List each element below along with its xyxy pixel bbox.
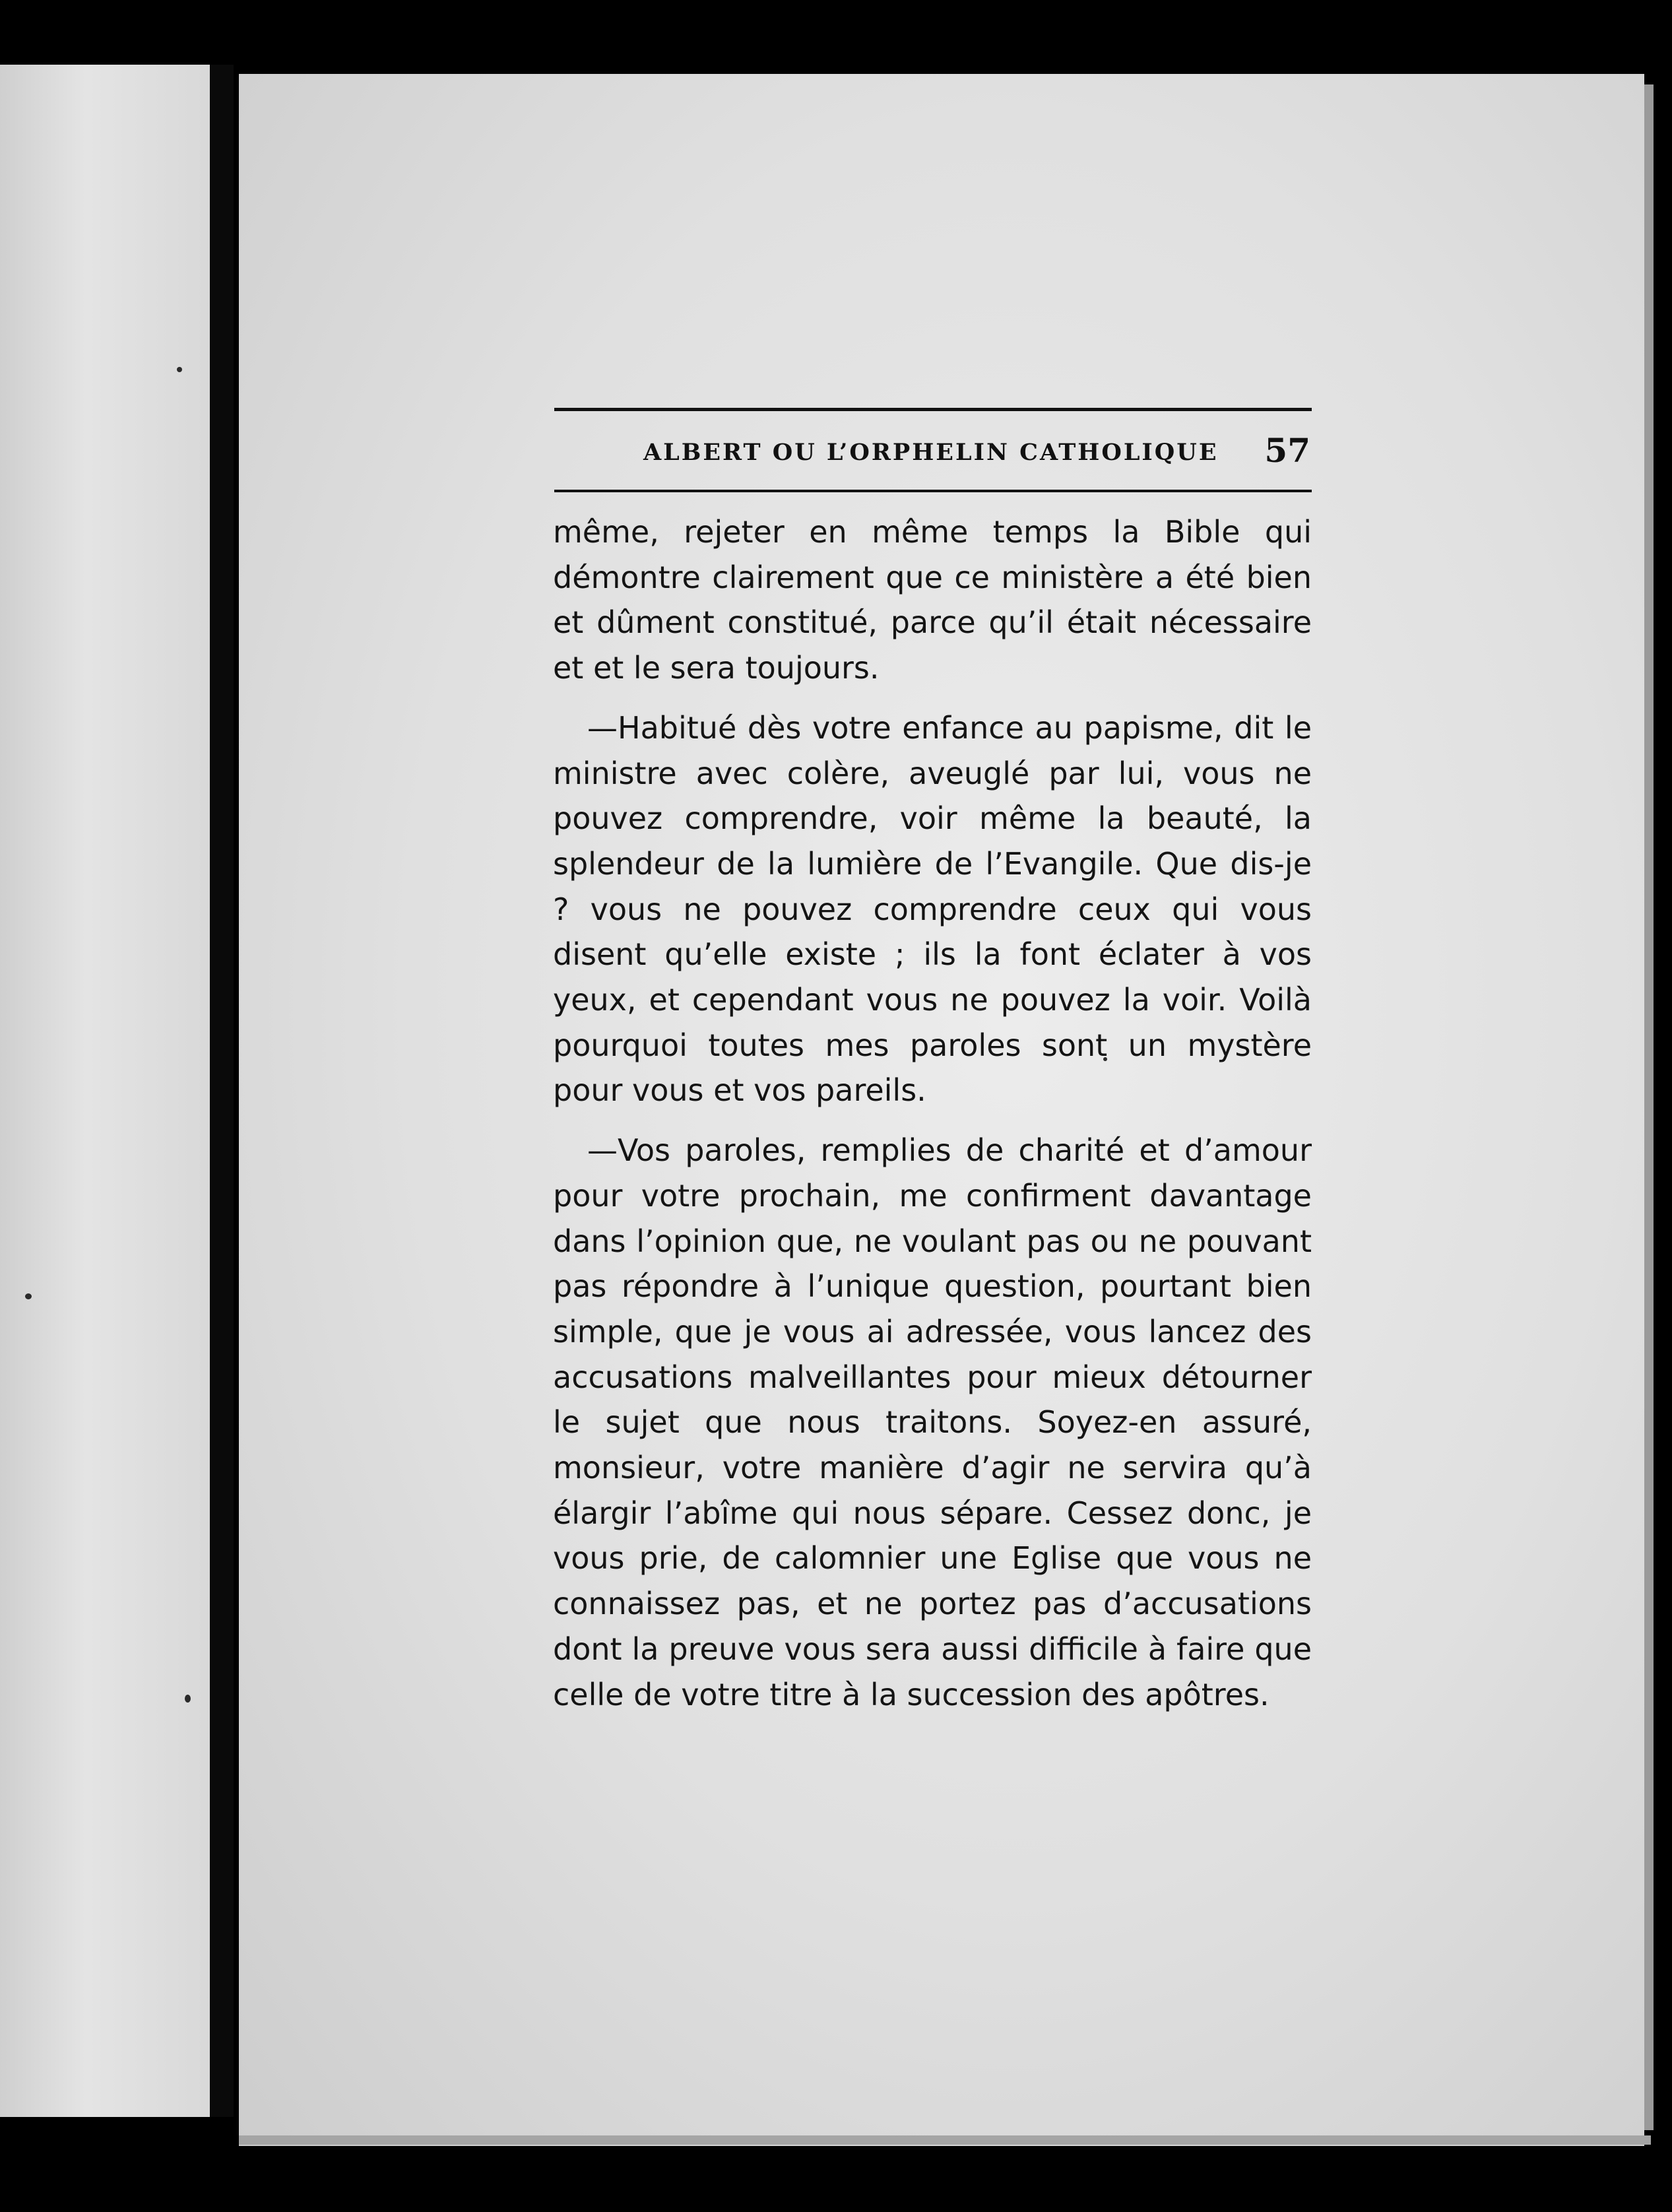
paragraph: même, rejeter en même temps la Bible qui démontre clairement que ce ministère a été bien et dûment constitué, parce qu’il était nécessaire et et le sera toujours.	[553, 514, 1312, 686]
running-title: ALBERT OU L’ORPHELIN CATHOLIQUE	[643, 439, 1219, 466]
running-header	[554, 408, 1312, 492]
left-page-margin	[0, 65, 214, 2117]
scan-speck	[177, 367, 182, 372]
page-number: 57	[1264, 431, 1310, 470]
body-text	[553, 509, 1312, 1732]
book-gutter	[210, 65, 234, 2117]
page-edge	[1644, 84, 1654, 2130]
paragraph: —Vos paroles, remplies de charité et d’amour pour votre prochain, me confirment davantage dans l’opinion que, ne voulant pas ou ne pouvant pas répondre à l’unique question, pourtant bien simple, que je vous ai adressée, vous lancez des accusations malveillantes pour mieux détourner le sujet que nous traitons. Soyez-en assuré, monsieur, votre manière d’agir ne servira qu’à élargir l’abîme qui nous sépare. Cessez donc, je vous prie, de calomnier une Eglise que vous ne connaissez pas, et ne portez pas d’accusations dont la preuve vous sera aussi difficile à faire que celle de votre titre à la succession des apôtres.	[553, 1132, 1312, 1712]
scan-speck	[25, 1293, 32, 1299]
scan-speck	[185, 1695, 191, 1703]
paragraph: —Habitué dès votre enfance au papisme, dit le ministre avec colère, aveuglé par lui, vous ne pouvez comprendre, voir même la beauté, la splendeur de la lumière de l’Evangile. Que dis-je ? vous ne pouvez comprendre ceux qui vous disent qu’elle existe ; ils la font éclater à vos yeux, et cependant vous ne pouvez la voir. Voilà pourquoi toutes mes paroles sont un mystère pour vous et vos pareils.	[553, 709, 1312, 1109]
page-bottom-edge	[239, 2135, 1651, 2145]
